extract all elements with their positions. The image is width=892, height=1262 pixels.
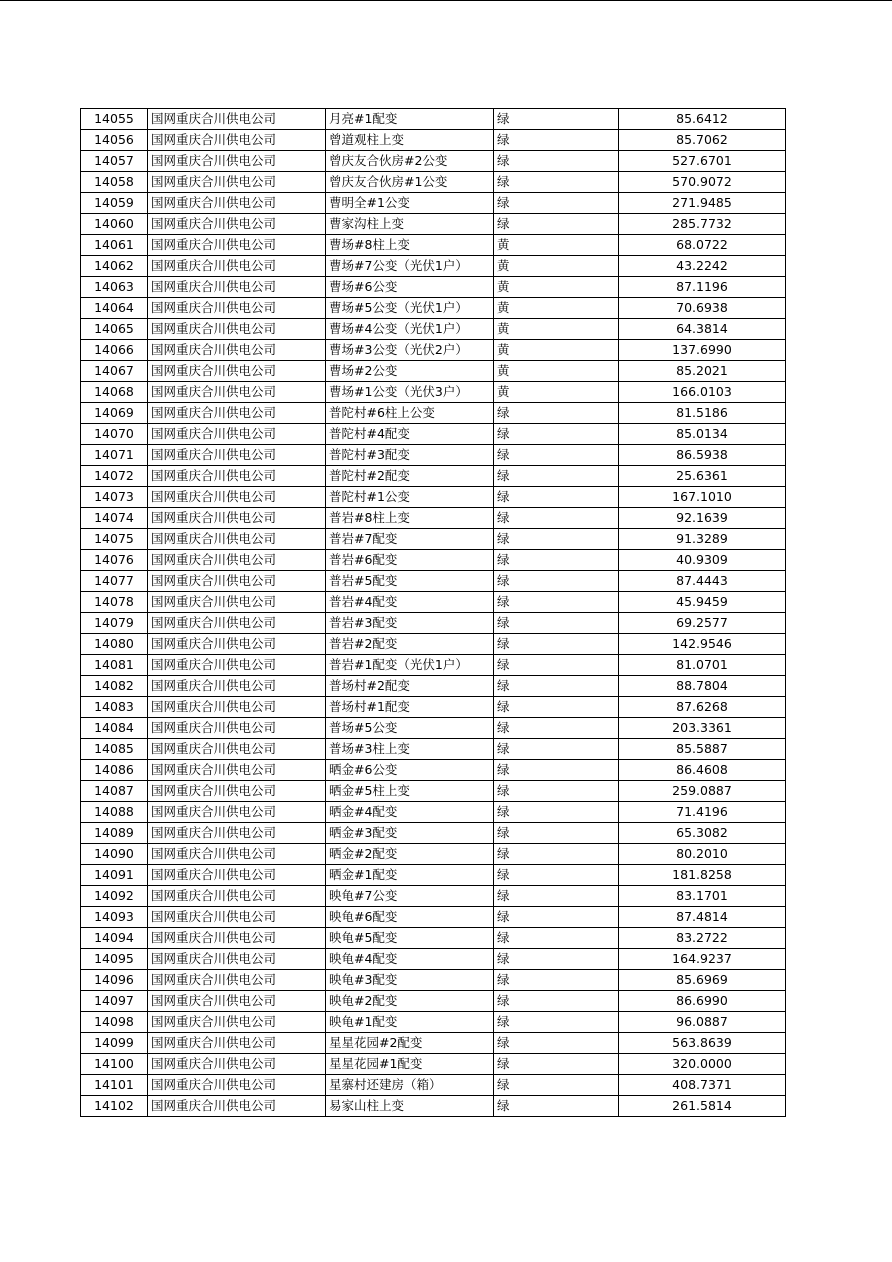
table-row xyxy=(81,487,786,508)
table-row xyxy=(81,760,786,781)
cell-id: 14074 xyxy=(81,508,148,529)
cell-company: 国网重庆合川供电公司 xyxy=(148,634,326,655)
cell-transformer: 易家山柱上变 xyxy=(326,1096,494,1117)
cell-value: 68.0722 xyxy=(619,235,786,256)
cell-company: 国网重庆合川供电公司 xyxy=(148,739,326,760)
cell-id: 14076 xyxy=(81,550,148,571)
cell-value: 86.6990 xyxy=(619,991,786,1012)
cell-value: 142.9546 xyxy=(619,634,786,655)
table-row xyxy=(81,445,786,466)
cell-value: 45.9459 xyxy=(619,592,786,613)
table-row xyxy=(81,109,786,130)
cell-transformer: 曹场#5公变（光伏1户） xyxy=(326,298,494,319)
cell-status: 绿 xyxy=(494,865,619,886)
cell-status: 黄 xyxy=(494,319,619,340)
table-row xyxy=(81,361,786,382)
cell-company: 国网重庆合川供电公司 xyxy=(148,1033,326,1054)
cell-value: 181.8258 xyxy=(619,865,786,886)
cell-value: 65.3082 xyxy=(619,823,786,844)
cell-value: 87.6268 xyxy=(619,697,786,718)
cell-company: 国网重庆合川供电公司 xyxy=(148,1012,326,1033)
cell-status: 绿 xyxy=(494,109,619,130)
cell-company: 国网重庆合川供电公司 xyxy=(148,550,326,571)
cell-company: 国网重庆合川供电公司 xyxy=(148,1096,326,1117)
cell-id: 14061 xyxy=(81,235,148,256)
cell-status: 绿 xyxy=(494,949,619,970)
cell-transformer: 晒金#3配变 xyxy=(326,823,494,844)
cell-transformer: 曾庆友合伙房#1公变 xyxy=(326,172,494,193)
cell-company: 国网重庆合川供电公司 xyxy=(148,529,326,550)
table-row xyxy=(81,529,786,550)
cell-transformer: 星星花园#1配变 xyxy=(326,1054,494,1075)
table-row xyxy=(81,655,786,676)
cell-transformer: 月亮#1配变 xyxy=(326,109,494,130)
cell-id: 14098 xyxy=(81,1012,148,1033)
cell-id: 14083 xyxy=(81,697,148,718)
cell-id: 14068 xyxy=(81,382,148,403)
cell-id: 14101 xyxy=(81,1075,148,1096)
cell-value: 85.2021 xyxy=(619,361,786,382)
table-row xyxy=(81,802,786,823)
page-top-rule xyxy=(0,0,892,1)
table-row xyxy=(81,298,786,319)
cell-status: 绿 xyxy=(494,613,619,634)
table-row xyxy=(81,991,786,1012)
cell-id: 14075 xyxy=(81,529,148,550)
cell-transformer: 星星花园#2配变 xyxy=(326,1033,494,1054)
table-row xyxy=(81,844,786,865)
cell-status: 黄 xyxy=(494,298,619,319)
cell-value: 570.9072 xyxy=(619,172,786,193)
cell-value: 87.4443 xyxy=(619,571,786,592)
cell-company: 国网重庆合川供电公司 xyxy=(148,508,326,529)
cell-status: 绿 xyxy=(494,487,619,508)
cell-transformer: 普陀村#6柱上公变 xyxy=(326,403,494,424)
cell-id: 14055 xyxy=(81,109,148,130)
cell-id: 14080 xyxy=(81,634,148,655)
cell-status: 黄 xyxy=(494,277,619,298)
cell-value: 271.9485 xyxy=(619,193,786,214)
cell-id: 14078 xyxy=(81,592,148,613)
table-row xyxy=(81,697,786,718)
cell-status: 绿 xyxy=(494,823,619,844)
table-row xyxy=(81,235,786,256)
cell-id: 14063 xyxy=(81,277,148,298)
table-row xyxy=(81,1096,786,1117)
cell-company: 国网重庆合川供电公司 xyxy=(148,907,326,928)
cell-value: 85.6412 xyxy=(619,109,786,130)
table-row xyxy=(81,466,786,487)
cell-company: 国网重庆合川供电公司 xyxy=(148,697,326,718)
cell-id: 14070 xyxy=(81,424,148,445)
cell-value: 81.0701 xyxy=(619,655,786,676)
table-row xyxy=(81,886,786,907)
cell-value: 80.2010 xyxy=(619,844,786,865)
table-row xyxy=(81,319,786,340)
cell-transformer: 晒金#4配变 xyxy=(326,802,494,823)
cell-company: 国网重庆合川供电公司 xyxy=(148,865,326,886)
table-row xyxy=(81,550,786,571)
cell-status: 黄 xyxy=(494,361,619,382)
cell-status: 绿 xyxy=(494,571,619,592)
cell-company: 国网重庆合川供电公司 xyxy=(148,802,326,823)
table-row xyxy=(81,1054,786,1075)
table-row xyxy=(81,970,786,991)
cell-company: 国网重庆合川供电公司 xyxy=(148,1075,326,1096)
cell-company: 国网重庆合川供电公司 xyxy=(148,445,326,466)
table-row xyxy=(81,193,786,214)
cell-transformer: 曾庆友合伙房#2公变 xyxy=(326,151,494,172)
cell-company: 国网重庆合川供电公司 xyxy=(148,718,326,739)
cell-transformer: 普陀村#1公变 xyxy=(326,487,494,508)
table-row xyxy=(81,1012,786,1033)
cell-transformer: 映龟#7公变 xyxy=(326,886,494,907)
cell-company: 国网重庆合川供电公司 xyxy=(148,298,326,319)
cell-company: 国网重庆合川供电公司 xyxy=(148,151,326,172)
cell-company: 国网重庆合川供电公司 xyxy=(148,172,326,193)
cell-value: 85.0134 xyxy=(619,424,786,445)
cell-id: 14060 xyxy=(81,214,148,235)
cell-company: 国网重庆合川供电公司 xyxy=(148,655,326,676)
cell-id: 14099 xyxy=(81,1033,148,1054)
cell-status: 黄 xyxy=(494,340,619,361)
table-row xyxy=(81,1075,786,1096)
cell-transformer: 映龟#1配变 xyxy=(326,1012,494,1033)
cell-id: 14057 xyxy=(81,151,148,172)
cell-value: 137.6990 xyxy=(619,340,786,361)
cell-status: 绿 xyxy=(494,445,619,466)
cell-value: 87.4814 xyxy=(619,907,786,928)
cell-transformer: 普岩#4配变 xyxy=(326,592,494,613)
table-row xyxy=(81,592,786,613)
table-row xyxy=(81,718,786,739)
cell-transformer: 映龟#4配变 xyxy=(326,949,494,970)
cell-status: 绿 xyxy=(494,928,619,949)
cell-value: 203.3361 xyxy=(619,718,786,739)
cell-company: 国网重庆合川供电公司 xyxy=(148,361,326,382)
cell-id: 14082 xyxy=(81,676,148,697)
cell-value: 85.7062 xyxy=(619,130,786,151)
cell-transformer: 普场#5公变 xyxy=(326,718,494,739)
cell-id: 14088 xyxy=(81,802,148,823)
cell-value: 69.2577 xyxy=(619,613,786,634)
cell-value: 86.5938 xyxy=(619,445,786,466)
cell-id: 14093 xyxy=(81,907,148,928)
cell-status: 绿 xyxy=(494,1033,619,1054)
cell-status: 绿 xyxy=(494,991,619,1012)
table-row xyxy=(81,382,786,403)
cell-value: 71.4196 xyxy=(619,802,786,823)
cell-id: 14095 xyxy=(81,949,148,970)
table-row xyxy=(81,277,786,298)
cell-company: 国网重庆合川供电公司 xyxy=(148,424,326,445)
cell-company: 国网重庆合川供电公司 xyxy=(148,823,326,844)
cell-id: 14067 xyxy=(81,361,148,382)
cell-company: 国网重庆合川供电公司 xyxy=(148,487,326,508)
cell-id: 14058 xyxy=(81,172,148,193)
cell-status: 黄 xyxy=(494,256,619,277)
cell-company: 国网重庆合川供电公司 xyxy=(148,844,326,865)
cell-id: 14062 xyxy=(81,256,148,277)
cell-status: 黄 xyxy=(494,235,619,256)
cell-company: 国网重庆合川供电公司 xyxy=(148,949,326,970)
cell-status: 绿 xyxy=(494,1054,619,1075)
cell-transformer: 普岩#2配变 xyxy=(326,634,494,655)
cell-transformer: 曹场#4公变（光伏1户） xyxy=(326,319,494,340)
cell-id: 14059 xyxy=(81,193,148,214)
cell-status: 绿 xyxy=(494,193,619,214)
cell-id: 14086 xyxy=(81,760,148,781)
table-row xyxy=(81,781,786,802)
cell-company: 国网重庆合川供电公司 xyxy=(148,928,326,949)
cell-company: 国网重庆合川供电公司 xyxy=(148,130,326,151)
cell-status: 绿 xyxy=(494,466,619,487)
cell-id: 14087 xyxy=(81,781,148,802)
cell-status: 绿 xyxy=(494,508,619,529)
cell-value: 83.2722 xyxy=(619,928,786,949)
cell-id: 14096 xyxy=(81,970,148,991)
cell-value: 87.1196 xyxy=(619,277,786,298)
table-row xyxy=(81,340,786,361)
cell-status: 绿 xyxy=(494,676,619,697)
table-row xyxy=(81,676,786,697)
cell-id: 14064 xyxy=(81,298,148,319)
cell-status: 绿 xyxy=(494,760,619,781)
cell-value: 64.3814 xyxy=(619,319,786,340)
cell-transformer: 普陀村#2配变 xyxy=(326,466,494,487)
cell-value: 408.7371 xyxy=(619,1075,786,1096)
cell-company: 国网重庆合川供电公司 xyxy=(148,256,326,277)
cell-status: 绿 xyxy=(494,1075,619,1096)
cell-transformer: 映龟#3配变 xyxy=(326,970,494,991)
cell-status: 绿 xyxy=(494,214,619,235)
cell-company: 国网重庆合川供电公司 xyxy=(148,592,326,613)
cell-status: 绿 xyxy=(494,592,619,613)
cell-value: 164.9237 xyxy=(619,949,786,970)
cell-transformer: 曹场#7公变（光伏1户） xyxy=(326,256,494,277)
cell-status: 绿 xyxy=(494,130,619,151)
cell-value: 83.1701 xyxy=(619,886,786,907)
cell-value: 85.5887 xyxy=(619,739,786,760)
cell-status: 绿 xyxy=(494,655,619,676)
cell-value: 40.9309 xyxy=(619,550,786,571)
cell-company: 国网重庆合川供电公司 xyxy=(148,382,326,403)
cell-value: 81.5186 xyxy=(619,403,786,424)
cell-transformer: 晒金#6公变 xyxy=(326,760,494,781)
cell-transformer: 普岩#1配变（光伏1户） xyxy=(326,655,494,676)
cell-status: 绿 xyxy=(494,550,619,571)
cell-transformer: 普陀村#4配变 xyxy=(326,424,494,445)
table-row xyxy=(81,865,786,886)
cell-value: 261.5814 xyxy=(619,1096,786,1117)
table-row xyxy=(81,214,786,235)
cell-id: 14090 xyxy=(81,844,148,865)
cell-company: 国网重庆合川供电公司 xyxy=(148,760,326,781)
table-row xyxy=(81,151,786,172)
table-row xyxy=(81,424,786,445)
cell-status: 绿 xyxy=(494,970,619,991)
cell-value: 285.7732 xyxy=(619,214,786,235)
cell-value: 70.6938 xyxy=(619,298,786,319)
cell-transformer: 普岩#8柱上变 xyxy=(326,508,494,529)
cell-company: 国网重庆合川供电公司 xyxy=(148,970,326,991)
cell-status: 绿 xyxy=(494,781,619,802)
cell-value: 259.0887 xyxy=(619,781,786,802)
cell-transformer: 普岩#5配变 xyxy=(326,571,494,592)
table-row xyxy=(81,739,786,760)
cell-transformer: 曹场#1公变（光伏3户） xyxy=(326,382,494,403)
cell-status: 绿 xyxy=(494,718,619,739)
cell-company: 国网重庆合川供电公司 xyxy=(148,214,326,235)
table-row xyxy=(81,928,786,949)
cell-id: 14097 xyxy=(81,991,148,1012)
cell-status: 绿 xyxy=(494,634,619,655)
cell-status: 绿 xyxy=(494,403,619,424)
cell-status: 绿 xyxy=(494,1096,619,1117)
cell-value: 167.1010 xyxy=(619,487,786,508)
cell-company: 国网重庆合川供电公司 xyxy=(148,403,326,424)
cell-status: 绿 xyxy=(494,886,619,907)
table-row xyxy=(81,907,786,928)
table-row xyxy=(81,403,786,424)
cell-transformer: 曹明全#1公变 xyxy=(326,193,494,214)
cell-transformer: 曹场#3公变（光伏2户） xyxy=(326,340,494,361)
cell-id: 14100 xyxy=(81,1054,148,1075)
cell-transformer: 映龟#2配变 xyxy=(326,991,494,1012)
table-row xyxy=(81,949,786,970)
table-row xyxy=(81,256,786,277)
cell-id: 14091 xyxy=(81,865,148,886)
cell-transformer: 普岩#6配变 xyxy=(326,550,494,571)
cell-status: 绿 xyxy=(494,802,619,823)
table-row xyxy=(81,571,786,592)
cell-id: 14065 xyxy=(81,319,148,340)
cell-company: 国网重庆合川供电公司 xyxy=(148,109,326,130)
cell-value: 92.1639 xyxy=(619,508,786,529)
cell-transformer: 普场村#2配变 xyxy=(326,676,494,697)
cell-transformer: 映龟#6配变 xyxy=(326,907,494,928)
cell-transformer: 曹场#8柱上变 xyxy=(326,235,494,256)
cell-company: 国网重庆合川供电公司 xyxy=(148,991,326,1012)
cell-value: 43.2242 xyxy=(619,256,786,277)
table-row xyxy=(81,130,786,151)
cell-status: 绿 xyxy=(494,172,619,193)
cell-company: 国网重庆合川供电公司 xyxy=(148,886,326,907)
cell-id: 14069 xyxy=(81,403,148,424)
cell-status: 绿 xyxy=(494,844,619,865)
cell-id: 14072 xyxy=(81,466,148,487)
cell-value: 85.6969 xyxy=(619,970,786,991)
cell-value: 320.0000 xyxy=(619,1054,786,1075)
cell-status: 绿 xyxy=(494,1012,619,1033)
cell-company: 国网重庆合川供电公司 xyxy=(148,781,326,802)
cell-status: 绿 xyxy=(494,529,619,550)
cell-transformer: 曾道观柱上变 xyxy=(326,130,494,151)
cell-value: 86.4608 xyxy=(619,760,786,781)
table-row xyxy=(81,1033,786,1054)
cell-value: 563.8639 xyxy=(619,1033,786,1054)
data-table xyxy=(80,108,786,1117)
table-body xyxy=(81,109,786,1117)
cell-status: 黄 xyxy=(494,382,619,403)
cell-transformer: 映龟#5配变 xyxy=(326,928,494,949)
cell-id: 14071 xyxy=(81,445,148,466)
cell-status: 绿 xyxy=(494,739,619,760)
cell-transformer: 普岩#3配变 xyxy=(326,613,494,634)
cell-id: 14077 xyxy=(81,571,148,592)
cell-company: 国网重庆合川供电公司 xyxy=(148,1054,326,1075)
cell-transformer: 曹家沟柱上变 xyxy=(326,214,494,235)
cell-transformer: 普场村#1配变 xyxy=(326,697,494,718)
table-row xyxy=(81,613,786,634)
cell-id: 14056 xyxy=(81,130,148,151)
cell-company: 国网重庆合川供电公司 xyxy=(148,676,326,697)
cell-transformer: 晒金#5柱上变 xyxy=(326,781,494,802)
cell-transformer: 晒金#2配变 xyxy=(326,844,494,865)
cell-id: 14079 xyxy=(81,613,148,634)
cell-id: 14102 xyxy=(81,1096,148,1117)
cell-status: 绿 xyxy=(494,424,619,445)
cell-company: 国网重庆合川供电公司 xyxy=(148,319,326,340)
cell-status: 绿 xyxy=(494,151,619,172)
cell-id: 14094 xyxy=(81,928,148,949)
cell-status: 绿 xyxy=(494,907,619,928)
cell-id: 14092 xyxy=(81,886,148,907)
cell-id: 14073 xyxy=(81,487,148,508)
cell-transformer: 普陀村#3配变 xyxy=(326,445,494,466)
cell-id: 14081 xyxy=(81,655,148,676)
table-row xyxy=(81,823,786,844)
cell-status: 绿 xyxy=(494,697,619,718)
cell-company: 国网重庆合川供电公司 xyxy=(148,571,326,592)
cell-company: 国网重庆合川供电公司 xyxy=(148,193,326,214)
table-row xyxy=(81,172,786,193)
cell-transformer: 晒金#1配变 xyxy=(326,865,494,886)
cell-value: 91.3289 xyxy=(619,529,786,550)
cell-transformer: 普岩#7配变 xyxy=(326,529,494,550)
cell-id: 14085 xyxy=(81,739,148,760)
cell-value: 88.7804 xyxy=(619,676,786,697)
cell-company: 国网重庆合川供电公司 xyxy=(148,340,326,361)
cell-value: 527.6701 xyxy=(619,151,786,172)
cell-transformer: 普场#3柱上变 xyxy=(326,739,494,760)
cell-company: 国网重庆合川供电公司 xyxy=(148,466,326,487)
cell-value: 25.6361 xyxy=(619,466,786,487)
table-row xyxy=(81,634,786,655)
cell-value: 96.0887 xyxy=(619,1012,786,1033)
cell-id: 14084 xyxy=(81,718,148,739)
cell-transformer: 曹场#2公变 xyxy=(326,361,494,382)
cell-company: 国网重庆合川供电公司 xyxy=(148,613,326,634)
cell-transformer: 星寨村还建房（箱） xyxy=(326,1075,494,1096)
cell-company: 国网重庆合川供电公司 xyxy=(148,277,326,298)
cell-id: 14066 xyxy=(81,340,148,361)
cell-id: 14089 xyxy=(81,823,148,844)
cell-transformer: 曹场#6公变 xyxy=(326,277,494,298)
table-row xyxy=(81,508,786,529)
cell-company: 国网重庆合川供电公司 xyxy=(148,235,326,256)
cell-value: 166.0103 xyxy=(619,382,786,403)
